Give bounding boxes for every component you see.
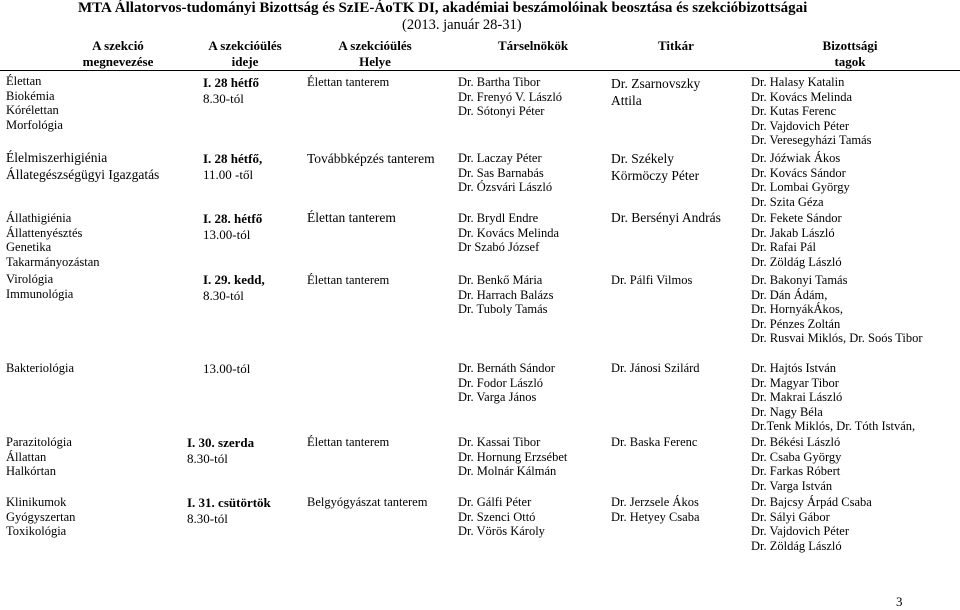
- session-place: Élettan tanterem: [307, 210, 396, 225]
- session-place: Élettan tanterem: [307, 273, 390, 287]
- secretary: Dr. Pálfi Vilmos: [611, 273, 693, 287]
- section-names: Állathigiénia Állattenyésztés Genetika Takarmányozástan: [6, 211, 100, 269]
- header-secretary: Titkár: [658, 38, 694, 53]
- session-date: I. 28. hétfő 13.00-tól: [203, 211, 263, 242]
- secretary: Dr. Jerzsele Ákos Dr. Hetyey Csaba: [611, 495, 700, 524]
- members-list: Dr. Jóźwiak Ákos Dr. Kovács Sándor Dr. Lombai György Dr. Szita Géza: [751, 151, 850, 209]
- header-session-time: A szekcióülés ideje: [208, 38, 282, 69]
- chairs-list: Dr. Kassai Tibor Dr. Hornung Erzsébet Dr. Molnár Kálmán: [458, 435, 568, 478]
- chairs-list: Dr. Laczay Péter Dr. Sas Barnabás Dr. Ózsvári László: [458, 151, 553, 194]
- header-chairs: Társelnökök: [498, 38, 569, 53]
- document-subtitle: (2013. január 28-31): [402, 17, 522, 33]
- members-list: Dr. Fekete Sándor Dr. Jakab László Dr. Rafai Pál Dr. Zöldág László: [751, 211, 842, 269]
- session-place: Belgyógyászat tanterem: [307, 495, 428, 509]
- session-place: Élettan tanterem: [307, 75, 390, 89]
- session-date: I. 28 hétfő 8.30-tól: [203, 75, 259, 106]
- session-place: Élettan tanterem: [307, 435, 390, 449]
- secretary: Dr. Jánosi Szilárd: [611, 361, 700, 375]
- secretary: Dr. Zsarnovszky Attila: [611, 76, 701, 108]
- session-date: I. 28 hétfő, 11.00 -től: [203, 151, 263, 182]
- section-names: Virológia Immunológia: [6, 272, 74, 301]
- document-title: MTA Állatorvos-tudományi Bizottság és SzIE-ÁoTK DI, akadémiai beszámolóinak beosztása és szekcióbizottságai: [78, 0, 808, 16]
- header-session-place: A szekcióülés Helye: [338, 38, 412, 69]
- members-list: Dr. Halasy Katalin Dr. Kovács Melinda Dr. Kutas Ferenc Dr. Vajdovich Péter Dr. Veresegyházi Tamás: [751, 75, 872, 147]
- session-date: I. 29. kedd, 8.30-tól: [203, 272, 265, 303]
- members-list: Dr. Hajtós István Dr. Magyar Tibor Dr. Makrai László Dr. Nagy Béla Dr.Tenk Miklós, Dr. Tóth István,: [751, 361, 916, 433]
- page-number: 3: [896, 594, 903, 609]
- session-date: I. 31. csütörtök 8.30-tól: [187, 495, 271, 526]
- members-list: Dr. Békési László Dr. Csaba György Dr. Farkas Róbert Dr. Varga István: [751, 435, 842, 493]
- secretary: Dr. Baska Ferenc: [611, 435, 698, 449]
- chairs-list: Dr. Bartha Tibor Dr. Frenyó V. László Dr. Sótonyi Péter: [458, 75, 563, 118]
- header-section-name: A szekció megnevezése: [82, 38, 154, 69]
- header-rule: [0, 70, 960, 71]
- secretary: Dr. Székely Körmöczy Péter: [611, 151, 700, 183]
- secretary: Dr. Bersényi András: [611, 210, 721, 225]
- section-names: Élettan Biokémia Kórélettan Morfológia: [6, 74, 63, 132]
- chairs-list: Dr. Benkő Mária Dr. Harrach Balázs Dr. Tuboly Tamás: [458, 273, 554, 316]
- section-names: Bakteriológia: [6, 361, 75, 375]
- session-date: I. 30. szerda 8.30-tól: [187, 435, 255, 466]
- session-date: 13.00-tól: [203, 361, 251, 376]
- header-members: Bizottsági tagok: [822, 38, 878, 69]
- section-names: Élelmiszerhigiénia Állategészségügyi Igazgatás: [6, 150, 160, 182]
- chairs-list: Dr. Brydl Endre Dr. Kovács Melinda Dr Szabó József: [458, 211, 560, 254]
- chairs-list: Dr. Gálfi Péter Dr. Szenci Ottó Dr. Vörös Károly: [458, 495, 545, 538]
- section-names: Parazitológia Állattan Halkórtan: [6, 435, 72, 478]
- members-list: Dr. Bakonyi Tamás Dr. Dán Ádám, Dr. HornyákÁkos, Dr. Pénzes Zoltán Dr. Rusvai Miklós, Dr. Soós Tibor: [751, 273, 923, 345]
- chairs-list: Dr. Bernáth Sándor Dr. Fodor László Dr. Varga János: [458, 361, 555, 404]
- section-names: Klinikumok Gyógyszertan Toxikológia: [6, 495, 76, 538]
- session-place: Továbbképzés tanterem: [307, 151, 435, 166]
- members-list: Dr. Bajcsy Árpád Csaba Dr. Sályi Gábor Dr. Vajdovich Péter Dr. Zöldág László: [751, 495, 872, 553]
